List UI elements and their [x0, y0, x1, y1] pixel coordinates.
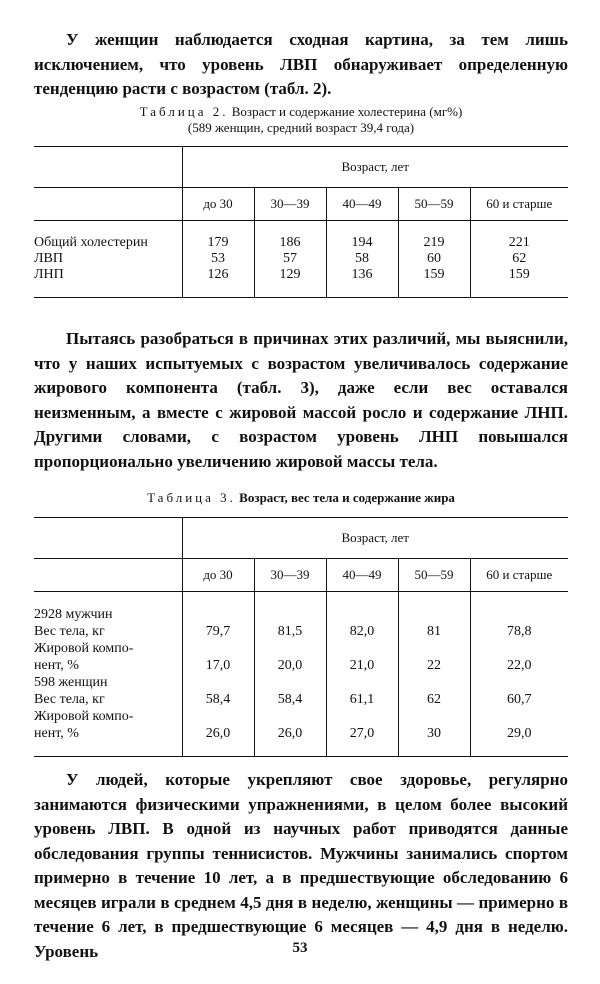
table3-col-header: 40—49 — [326, 559, 398, 592]
table-row — [34, 674, 568, 691]
table-cell: 79,7 — [182, 623, 254, 640]
row-label: Общий холестерин — [34, 235, 148, 250]
table-cell: 21,0 — [326, 657, 398, 674]
table-cell: 20,0 — [254, 657, 326, 674]
table-cell: 22,0 — [470, 657, 568, 674]
row-label: ЛВП — [34, 251, 63, 266]
table2-col-header: до 30 — [182, 188, 254, 221]
table2-col-header: 40—49 — [326, 188, 398, 221]
row-label: ЛНП — [34, 267, 64, 282]
table-row — [34, 267, 568, 283]
table-cell: 82,0 — [326, 623, 398, 640]
table3-title: Возраст, вес тела и содержание жира — [239, 490, 455, 505]
paragraph-reasons: Пытаясь разобраться в причинах этих различий, мы выяснили, что у наших испытуемых с возрастом увеличивалось содержание жирового компонента (табл. 3), даже если вес оставался неизменным, а вместе с жировой массой росло и содержание ЛНП. Другими словами, с возрастом уровень ЛНП повышался пропорционально увеличению жировой массы тела. — [34, 329, 568, 471]
table-row — [34, 691, 568, 708]
table-cell: 58,4 — [254, 691, 326, 708]
table2-label: Таблица 2. — [139, 104, 229, 119]
table-cell: 62 — [470, 251, 568, 267]
table2-subtitle: (589 женщин, средний возраст 39,4 года) — [187, 120, 415, 135]
table2-col-header: 50—59 — [398, 188, 470, 221]
table-cell: 57 — [254, 251, 326, 267]
table2-col-header: 60 и старше — [470, 188, 568, 221]
table3-col-header: до 30 — [182, 559, 254, 592]
table3-label: Таблица 3. — [147, 490, 236, 505]
table-cell: 60 — [398, 251, 470, 267]
table-cell: 78,8 — [470, 623, 568, 640]
table-cell: 60,7 — [470, 691, 568, 708]
table-cell: 81,5 — [254, 623, 326, 640]
table-cell: 129 — [254, 267, 326, 283]
table3-group-header: Возраст, лет — [182, 518, 568, 559]
row-label: Жировой компо- — [34, 709, 134, 724]
table-cell: 81 — [398, 623, 470, 640]
table-cell: 221 — [470, 235, 568, 251]
row-label: нент, % — [34, 658, 79, 673]
table-cell: 27,0 — [326, 725, 398, 742]
table2-group-header: Возраст, лет — [182, 147, 568, 188]
table-cell: 136 — [326, 267, 398, 283]
table-row — [34, 640, 568, 657]
row-label: Вес тела, кг — [34, 624, 105, 639]
table-cell: 53 — [182, 251, 254, 267]
group-label-men: 2928 мужчин — [34, 607, 113, 622]
table-cell: 62 — [398, 691, 470, 708]
table3-col-header: 30—39 — [254, 559, 326, 592]
table-cell: 179 — [182, 235, 254, 251]
paragraph-intro: У женщин наблюдается сходная картина, за тем лишь исключением, что уровень ЛВП обнаруживает определенную тенденцию расти с возрастом (табл. 2). — [34, 30, 568, 98]
table-row — [34, 725, 568, 742]
table-cell: 159 — [398, 267, 470, 283]
table-row — [34, 657, 568, 674]
table-cell: 17,0 — [182, 657, 254, 674]
table2 — [34, 146, 568, 298]
table2-title: Возраст и содержание холестерина (мг%) — [231, 104, 463, 119]
table2-caption — [34, 104, 568, 136]
table3 — [34, 517, 568, 757]
table-cell: 58 — [326, 251, 398, 267]
table-cell: 29,0 — [470, 725, 568, 742]
group-label-women: 598 женщин — [34, 675, 108, 690]
table-cell: 22 — [398, 657, 470, 674]
row-label: нент, % — [34, 726, 79, 741]
table-cell: 61,1 — [326, 691, 398, 708]
table-cell: 126 — [182, 267, 254, 283]
table-row — [34, 623, 568, 640]
table3-caption — [34, 490, 568, 506]
row-label: Вес тела, кг — [34, 692, 105, 707]
table-cell: 159 — [470, 267, 568, 283]
table-cell: 186 — [254, 235, 326, 251]
table3-col-header: 50—59 — [398, 559, 470, 592]
table-cell: 194 — [326, 235, 398, 251]
table-cell: 26,0 — [182, 725, 254, 742]
table3-col-header: 60 и старше — [470, 559, 568, 592]
row-label: Жировой компо- — [34, 641, 134, 656]
table-row — [34, 708, 568, 725]
page-number: 53 — [292, 940, 308, 956]
table-row — [34, 235, 568, 251]
paragraph-tennis: У людей, которые укрепляют свое здоровье, регулярно занимаются физическими упражнениями, в целом более высокий уровень ЛВП. В одной из научных работ приводятся данные обследования группы теннисистов. Мужчины занимались спортом примерно в течение 10 лет, а в предшествующие обследованию 6 месяцев играли в среднем 4,5 дня в неделю, женщины — примерно в течение 6 лет, в предшествующие 6 месяцев — 4,9 дня в неделю. Уровень — [34, 770, 568, 961]
table-cell: 58,4 — [182, 691, 254, 708]
table-cell: 26,0 — [254, 725, 326, 742]
table-cell: 30 — [398, 725, 470, 742]
table-row — [34, 251, 568, 267]
table-cell: 219 — [398, 235, 470, 251]
table-row — [34, 606, 568, 623]
table2-col-header: 30—39 — [254, 188, 326, 221]
